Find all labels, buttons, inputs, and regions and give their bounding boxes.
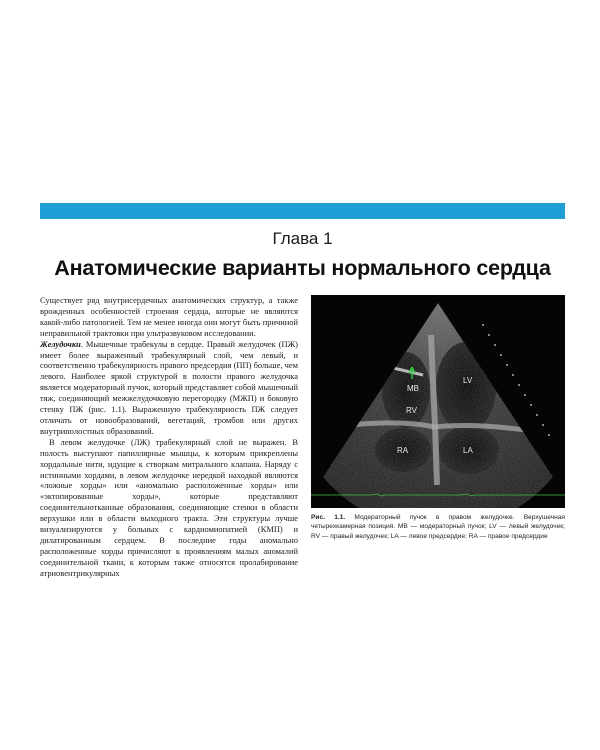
figure-caption <box>311 513 565 541</box>
section-heading-ventricles: Желудочки <box>40 338 81 349</box>
page-title: Анатомические варианты нормального сердца <box>54 256 551 280</box>
chapter-heading: Глава 1 <box>272 229 333 248</box>
figure-caption-text: Модераторный пучок в правом желудочке. Верхушечная четырехкамерная позиция. MB — модераторный пучок; LV — левый желудочек; RV — правый желудочек; LA — левое предсердие; RA — правое предсердие <box>311 514 565 540</box>
echo-svg <box>311 295 565 508</box>
chapter-color-band <box>40 203 565 219</box>
paragraph-ventricles <box>40 339 298 437</box>
label-lv: LV <box>463 376 473 385</box>
label-rv: RV <box>406 406 417 415</box>
label-ra: RA <box>397 446 409 455</box>
label-la: LA <box>463 446 473 455</box>
echocardiogram-image <box>311 295 565 508</box>
paragraph-intro: Существует ряд внутрисердечных анатомических структур, а также врожденных особенностей строения сердца, которые не являются какой-либо патологией. Тем не менее иногда они могут быть причиной неправильной трактовки при ультразвуковом исследовании. <box>40 295 298 338</box>
label-mb: MB <box>407 384 419 393</box>
paragraph-left-ventricle: В левом желудочке (ЛЖ) трабекулярный слой не выражен. В полость выступают папиллярные мышцы, к которым прикреплены хордальные нити, идущие к створкам митрального клапана. Наряду с истинными хордами, в левом желудочке нередкой находкой являются «ложные хорды» или «аномально расположенные хорды» или «эктопированные хорды», которые представляют соединительнотканные образования, соединяющие стенки в области верхушки или в области выходного тракта. Эти структуры лучше визуализируются у больных с кардиомиопатией (КМП) и дилатированным сердцем. В последние годы аномально расположенные хорды причисляют к проявлениям малых аномалий соединительной ткани, к которым также относятся пролабирование атриовентрикулярных <box>40 436 298 578</box>
figure-caption-label: Рис. 1.1. <box>311 514 346 521</box>
body-text-column <box>40 295 298 579</box>
paragraph-ventricles-text: . Мышечные трабекулы в сердце. Правый желудочек (ПЖ) имеет более выраженный трабекулярный слой, чем левый, и соответственно трабекулярность правого предсердия (ПП) больше, чем левого. Наиболее яркой структурой в полости правого желудочка является модераторный пучок, который представляет собой мышечный тяж, соединяющий межжелудочковую перегородку (МЖП) и боковую стенку ПЖ (рис. 1.1). Выраженную трабекулярность ПЖ следует отличать от новообразований, вегетаций, тромбов или других внутриполостных образований. <box>40 338 298 436</box>
